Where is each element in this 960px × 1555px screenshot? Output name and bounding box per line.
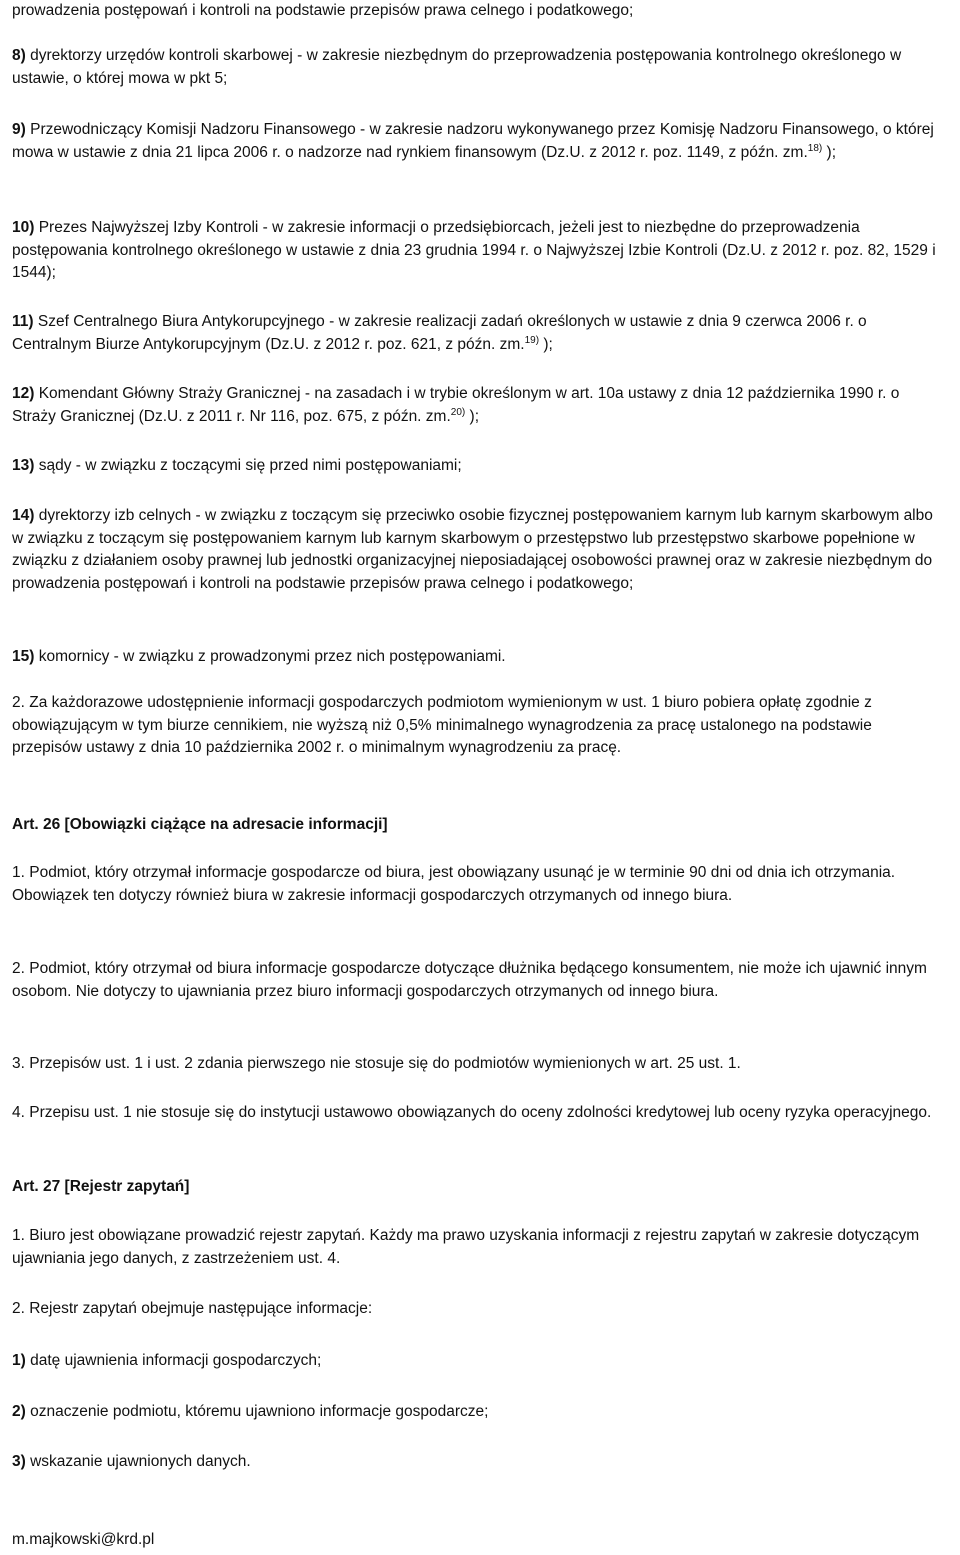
item-number: 2): [12, 1403, 26, 1420]
item-number: 13): [12, 457, 35, 474]
list-item-8: [12, 45, 942, 90]
item-text: sądy - w związku z toczącymi się przed nimi postępowaniami;: [34, 457, 462, 474]
item-number: 3): [12, 1453, 26, 1470]
item-number: 1): [12, 1352, 26, 1369]
item-tail: );: [539, 335, 553, 353]
art26-para-1: 1. Podmiot, który otrzymał informacje gospodarcze od biura, jest obowiązany usunąć je w terminie 90 dni od dnia ich otrzymania. Obowiązek ten dotyczy również biura w zakresie informacji gospodarczych otrzymanych od innego biura.: [12, 864, 896, 904]
list-item-10: [12, 217, 942, 285]
item-text: Szef Centralnego Biura Antykorupcyjnego - w zakresie realizacji zadań określonych w ustawie z dnia 9 czerwca 2006 r. o Centralnym Biurze Antykorupcyjnym (Dz.U. z 2012 r. poz. 621, z późn. zm.: [12, 313, 867, 353]
register-item-3: [12, 1451, 942, 1474]
list-item-9: [12, 119, 942, 164]
footnote-ref: 20): [450, 406, 466, 418]
item-tail: );: [822, 143, 837, 161]
list-item-11: [12, 311, 942, 356]
list-item-12: [12, 383, 942, 428]
item-text: Komendant Główny Straży Granicznej - na zasadach i w trybie określonym w art. 10a ustawy z dnia 12 października 1990 r. o Straży Granicznej (Dz.U. z 2011 r. Nr 116, poz. 675, z późn. zm.: [12, 385, 900, 425]
item-text: oznaczenie podmiotu, któremu ujawniono informacje gospodarcze;: [25, 1403, 489, 1420]
top-fragment: prowadzenia postępowań i kontroli na podstawie przepisów prawa celnego i podatkowego;: [12, 2, 634, 19]
item-number: 9): [12, 121, 26, 138]
item-text: Prezes Najwyższej Izby Kontroli - w zakresie informacji o przedsiębiorcach, jeżeli jest to niezbędne do przeprowadzenia postępowania kontrolnego określonego w ustawie z dnia 23 grudnia 1994 r. o Najwyższej Izbie Kontroli (Dz.U. z 2012 r. poz. 82, 1529 i 1544);: [12, 219, 936, 281]
footer-email: m.majkowski@krd.pl: [12, 1531, 155, 1548]
item-tail: );: [465, 407, 480, 425]
register-item-2: [12, 1401, 942, 1424]
item-number: 15): [12, 648, 35, 665]
list-item-13: [12, 455, 942, 478]
list-item-14: [12, 505, 942, 595]
art27-para-1: 1. Biuro jest obowiązane prowadzić rejestr zapytań. Każdy ma prawo uzyskania informacji z rejestru zapytań w zakresie dotyczącym ujawniania jego danych, z zastrzeżeniem ust. 4.: [12, 1227, 920, 1267]
art26-para-3: 3. Przepisów ust. 1 i ust. 2 zdania pierwszego nie stosuje się do podmiotów wymienionych w art. 25 ust. 1.: [12, 1055, 741, 1072]
art27-para-2: 2. Rejestr zapytań obejmuje następujące informacje:: [12, 1300, 373, 1317]
list-item-15: [12, 646, 942, 669]
item-number: 8): [12, 47, 26, 64]
item-text: datę ujawnienia informacji gospodarczych;: [25, 1352, 322, 1369]
item-text: dyrektorzy izb celnych - w związku z toczącym się przeciwko osobie fizycznej postępowaniem karnym lub karnym skarbowym albo w związku z toczącym się postępowaniem karnym lub karnym skarbowym o przestępstwo lub przestępstwo skarbowe popełnione w związku z działaniem osoby prawnej lub jednostki organizacyjnej nieposiadającej osobowości prawnej oraz w zakresie niezbędnym do prowadzenia postępowań i kontroli na podstawie przepisów prawa celnego i podatkowego;: [12, 507, 933, 592]
item-number: 11): [12, 313, 34, 330]
art27-heading: Art. 27 [Rejestr zapytań]: [12, 1178, 190, 1195]
paragraph-2: 2. Za każdorazowe udostępnienie informacji gospodarczych podmiotom wymienionym w ust. 1 biuro pobiera opłatę zgodnie z obowiązującym w tym biurze cennikiem, nie wyższą niż 0,5% minimalnego wynagrodzenia za pracę ustalonego na podstawie przepisów ustawy z dnia 10 października 2002 r. o minimalnym wynagrodzeniu za pracę.: [12, 694, 872, 756]
art26-para-2: 2. Podmiot, który otrzymał od biura informacje gospodarcze dotyczące dłużnika będącego konsumentem, nie może ich ujawnić innym osobom. Nie dotyczy to ujawniania przez biuro informacji gospodarczych otrzymanych od innego biura.: [12, 960, 927, 1000]
footnote-ref: 19): [524, 334, 540, 346]
item-number: 10): [12, 219, 35, 236]
item-text: komornicy - w związku z prowadzonymi przez nich postępowaniami.: [34, 648, 506, 665]
art26-para-4: 4. Przepisu ust. 1 nie stosuje się do instytucji ustawowo obowiązanych do oceny zdolności kredytowej lub oceny ryzyka operacyjnego.: [12, 1104, 932, 1121]
register-item-1: [12, 1350, 942, 1373]
item-text: Przewodniczący Komisji Nadzoru Finansowego - w zakresie nadzoru wykonywanego przez Komisję Nadzoru Finansowego, o której mowa w ustawie z dnia 21 lipca 2006 r. o nadzorze nad rynkiem finansowym (Dz.U. z 2012 r. poz. 1149, z późn. zm.: [12, 121, 934, 161]
item-text: wskazanie ujawnionych danych.: [25, 1453, 251, 1470]
art26-heading: Art. 26 [Obowiązki ciążące na adresacie informacji]: [12, 816, 388, 833]
item-number: 12): [12, 385, 35, 402]
footnote-ref: 18): [807, 142, 823, 154]
item-text: dyrektorzy urzędów kontroli skarbowej - w zakresie niezbędnym do przeprowadzenia postępowania kontrolnego określonego w ustawie, o której mowa w pkt 5;: [12, 47, 902, 87]
item-number: 14): [12, 507, 35, 524]
